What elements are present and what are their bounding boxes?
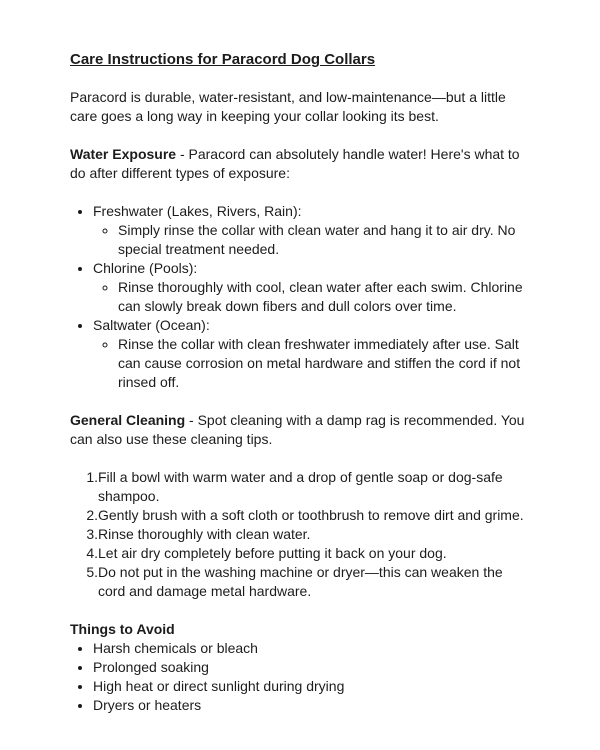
document-title: Care Instructions for Paracord Dog Collars (70, 51, 376, 68)
step-item: Rinse thoroughly with clean water. (98, 526, 311, 542)
list-item-label: Freshwater (Lakes, Rivers, Rain): (93, 203, 302, 219)
sub-list-item: ◦ Rinse the collar with clean freshwater immediately after use. Salt can cause corrosion on metal hardware and stiffen the cord if not rinsed off. (118, 335, 532, 392)
list-item (93, 259, 532, 316)
list-item-label: Chlorine (Pools): (93, 260, 198, 276)
sub-list (93, 278, 532, 316)
step-item: Let air dry completely before putting it back on your dog. (98, 545, 447, 561)
avoid-item: • Prolonged soaking (93, 658, 532, 677)
avoid-item: • Harsh chemicals or bleach (93, 639, 532, 658)
list-item-label: Saltwater (Ocean): (93, 317, 210, 333)
step-item: Gently brush with a soft cloth or toothbrush to remove dirt and grime. (98, 507, 524, 523)
sub-list (93, 221, 532, 259)
sub-list (93, 335, 532, 392)
water-exposure-text: - Paracord can absolutely handle water! Here's what to do after different types of exposure: (70, 146, 520, 181)
step-item: Fill a bowl with warm water and a drop of gentle soap or dog-safe shampoo. (98, 469, 503, 504)
list-item (93, 202, 532, 259)
things-to-avoid-list (70, 639, 532, 715)
avoid-item: • Dryers or heaters (93, 696, 532, 715)
water-exposure-list (70, 202, 532, 392)
avoid-item: • High heat or direct sunlight during drying (93, 677, 532, 696)
sub-list-item: ◦ Simply rinse the collar with clean water and hang it to air dry. No special treatment needed. (118, 221, 532, 259)
water-exposure-paragraph (70, 145, 532, 183)
water-exposure-heading: Water Exposure (70, 146, 177, 162)
general-cleaning-paragraph (70, 411, 532, 449)
sub-list-item: ◦ Rinse thoroughly with cool, clean water after each swim. Chlorine can slowly break down fibers and dull colors over time. (118, 278, 532, 316)
things-to-avoid-heading: Things to Avoid (70, 621, 175, 637)
cleaning-steps-list (70, 468, 532, 601)
step-item: Do not put in the washing machine or dryer—this can weaken the cord and damage metal hardware. (98, 564, 503, 599)
general-cleaning-heading: General Cleaning (70, 412, 186, 428)
intro-paragraph: Paracord is durable, water-resistant, and low-maintenance—but a little care goes a long way in keeping your collar looking its best. (70, 89, 506, 124)
list-item (93, 316, 532, 392)
general-cleaning-text: - Spot cleaning with a damp rag is recommended. You can also use these cleaning tips. (70, 412, 525, 447)
